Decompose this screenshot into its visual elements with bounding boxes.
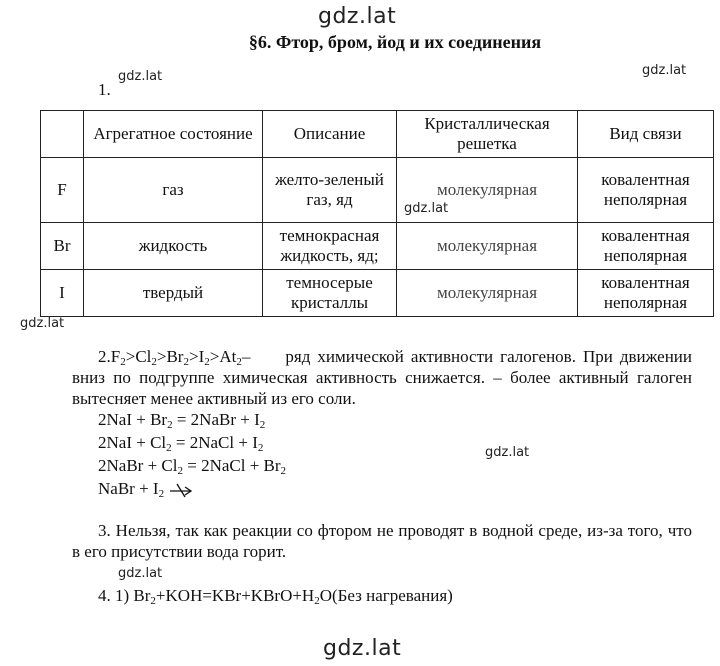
- subscript: 2: [280, 465, 287, 477]
- table-header: Кристаллическая решетка: [397, 111, 578, 158]
- table-row: [41, 270, 714, 317]
- task4-line: [98, 586, 453, 606]
- equation-4: [98, 479, 194, 499]
- dash: –: [241, 347, 251, 366]
- description-cell: темносерые кристаллы: [263, 270, 397, 317]
- task4-part: O(Без нагревания): [319, 586, 453, 605]
- subscript: 2: [158, 488, 165, 500]
- bond-cell: ковалентная неполярная: [578, 223, 714, 270]
- lattice-cell: молекулярная: [397, 270, 578, 317]
- lattice-cell: молекулярная: [397, 223, 578, 270]
- state-cell: твердый: [84, 270, 263, 317]
- subscript: 2: [236, 356, 242, 368]
- subscript: 2: [177, 465, 183, 477]
- series-br: Br: [166, 347, 184, 366]
- watermark: gdz.lat: [485, 445, 530, 460]
- task2-paragraph: [72, 346, 692, 409]
- table-header: Агрегатное состояние: [84, 111, 263, 158]
- watermark: gdz.lat: [118, 566, 163, 581]
- series-at: At: [219, 347, 237, 366]
- eq-right: = 2NaBr + I: [172, 410, 260, 429]
- watermark: gdz.lat: [20, 316, 65, 331]
- table-header: [41, 111, 84, 158]
- gt-sign: >: [156, 347, 167, 366]
- bond-cell: ковалентная неполярная: [578, 158, 714, 223]
- task2-text: ряд химической активности галогенов. При движении вниз по подгруппе химическая активность снижается. – более активный галоген вытесняет менее активный из его соли.: [72, 347, 692, 408]
- description-cell: темнокрасная жидкость, яд;: [263, 223, 397, 270]
- watermark: gdz.lat: [404, 201, 449, 216]
- lattice-cell: молекулярная: [397, 158, 578, 223]
- bond-cell: ковалентная неполярная: [578, 270, 714, 317]
- table-header: Вид связи: [578, 111, 714, 158]
- element-cell: Br: [41, 223, 84, 270]
- subscript: 2: [183, 356, 189, 368]
- series-f: F: [110, 347, 121, 366]
- eq-left: 2NaI + Cl: [98, 433, 167, 452]
- gt-sign: >: [188, 347, 199, 366]
- no-reaction-arrow-icon: [168, 482, 194, 498]
- table-header: Описание: [263, 111, 397, 158]
- subscript: 2: [257, 442, 264, 454]
- watermark: gdz.lat: [118, 69, 163, 84]
- task1-number: 1.: [98, 80, 111, 99]
- equation-3: [98, 456, 286, 476]
- subscript: 2: [314, 595, 320, 607]
- table-row: [41, 158, 714, 223]
- task2-number: 2.: [98, 347, 111, 366]
- eq-left: 2NaBr + Cl: [98, 456, 178, 475]
- watermark-top: gdz.lat: [318, 4, 397, 29]
- equation-1: [98, 410, 265, 430]
- watermark: gdz.lat: [642, 63, 687, 78]
- state-cell: газ: [84, 158, 263, 223]
- task4-part: +KOH=KBr+KBrO+H: [155, 586, 315, 605]
- gt-sign: >: [209, 347, 220, 366]
- description-cell: желто-зеленый газ, яд: [263, 158, 397, 223]
- page-title: §6. Фтор, бром, йод и их соединения: [248, 32, 542, 52]
- element-cell: F: [41, 158, 84, 223]
- series-i: I: [198, 347, 205, 366]
- table-header-row: [41, 111, 714, 158]
- subscript: 2: [204, 356, 210, 368]
- eq-left: 2NaI + Br: [98, 410, 168, 429]
- subscript: 2: [166, 442, 172, 454]
- task3-paragraph: [72, 520, 692, 562]
- subscript: 2: [150, 595, 156, 607]
- series-cl: Cl: [135, 347, 152, 366]
- halogens-table: [40, 110, 714, 317]
- eq-right: = 2NaCl + I: [171, 433, 258, 452]
- subscript: 2: [151, 356, 157, 368]
- subscript: 2: [259, 419, 266, 431]
- task3-text: 3. Нельзя, так как реакции со фтором не проводят в водной среде, из-за того, что в его присутствии вода горит.: [72, 521, 692, 561]
- state-cell: жидкость: [84, 223, 263, 270]
- task4-part: 4. 1) Br: [98, 586, 151, 605]
- gt-sign: >: [125, 347, 136, 366]
- subscript: 2: [120, 356, 126, 368]
- element-cell: I: [41, 270, 84, 317]
- subscript: 2: [167, 419, 173, 431]
- eq-right: = 2NaCl + Br: [182, 456, 281, 475]
- watermark-bottom: gdz.lat: [323, 636, 402, 661]
- eq-left: NaBr + I: [98, 479, 159, 498]
- equation-2: [98, 433, 263, 453]
- table-row: [41, 223, 714, 270]
